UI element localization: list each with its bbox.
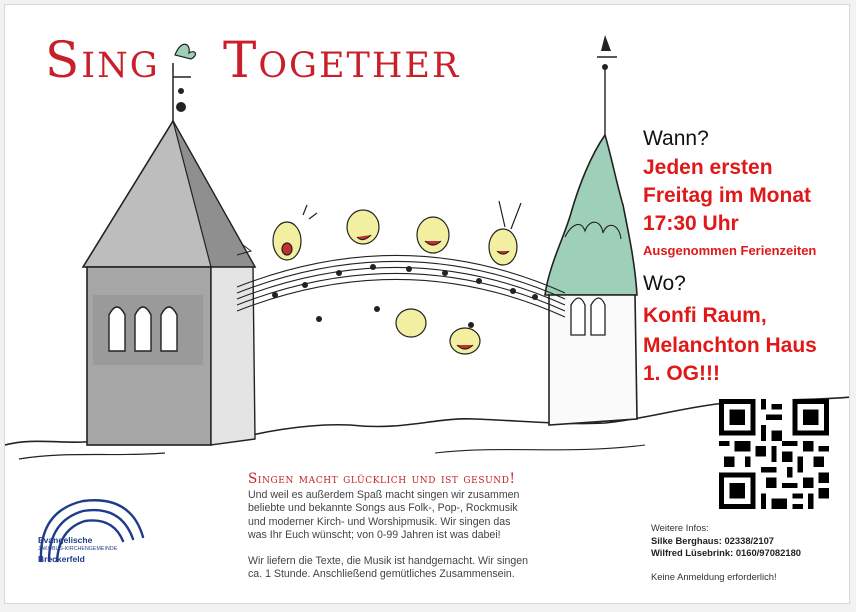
when-time: 17:30 Uhr bbox=[643, 212, 739, 235]
description-line: Und weil es außerdem Spaß macht singen wir zusammen bbox=[248, 489, 520, 501]
description-line: was Ihr Euch wünscht; von 0-99 Jahren ist was dabei! bbox=[248, 529, 501, 542]
when-label: Wann? bbox=[643, 127, 709, 150]
logo-line-3: Breckerfeld bbox=[38, 554, 85, 564]
title-word-2: Together bbox=[223, 31, 461, 89]
when-line-2: Freitag im Monat bbox=[643, 184, 812, 207]
description-line: ca. 1 Stunde. Anschließend gemütliches Zusammensein. bbox=[248, 568, 515, 581]
qr-code[interactable] bbox=[719, 399, 829, 509]
when-note: Ausgenommen Ferienzeiten bbox=[643, 243, 817, 258]
description-paragraph-2 bbox=[248, 555, 548, 582]
logo-line-2: JAKOBUS-KIRCHENGEMEINDE bbox=[38, 546, 118, 552]
description-heading: Singen macht glücklich und ist gesund! bbox=[248, 471, 516, 487]
logo-line-1: Evangelische bbox=[38, 535, 93, 545]
description-line: Wir liefern die Texte, die Musik ist handgemacht. Wir singen bbox=[248, 555, 529, 567]
contact-label: Weitere Infos: bbox=[651, 522, 709, 533]
description-paragraph-1 bbox=[248, 489, 548, 543]
poster bbox=[4, 4, 850, 604]
title-word-1: Sing bbox=[45, 31, 160, 89]
left-tower bbox=[83, 44, 255, 445]
where-line-1: Konfi Raum, bbox=[643, 304, 767, 327]
where-label: Wo? bbox=[643, 272, 686, 295]
when-line-1: Jeden ersten bbox=[643, 156, 773, 179]
hill-line-2 bbox=[19, 453, 165, 459]
where-line-3: 1. OG!!! bbox=[643, 362, 720, 385]
right-tower bbox=[545, 35, 637, 425]
description-line: beliebte und bekannte Songs aus Folk-, Pop-, Rockmusik bbox=[248, 502, 518, 515]
contact-person-1: Silke Berghaus: 02338/2107 bbox=[651, 535, 774, 546]
where-line-2: Melanchton Haus bbox=[643, 334, 817, 357]
registration-note: Keine Anmeldung erforderlich! bbox=[651, 571, 777, 582]
contact-person-2: Wilfred Lüsebrink: 0160/97082180 bbox=[651, 547, 801, 558]
description-line: und moderner Kirch- und Worshipmusik. Wir singen das bbox=[248, 515, 511, 528]
hill-line-3 bbox=[435, 445, 645, 453]
